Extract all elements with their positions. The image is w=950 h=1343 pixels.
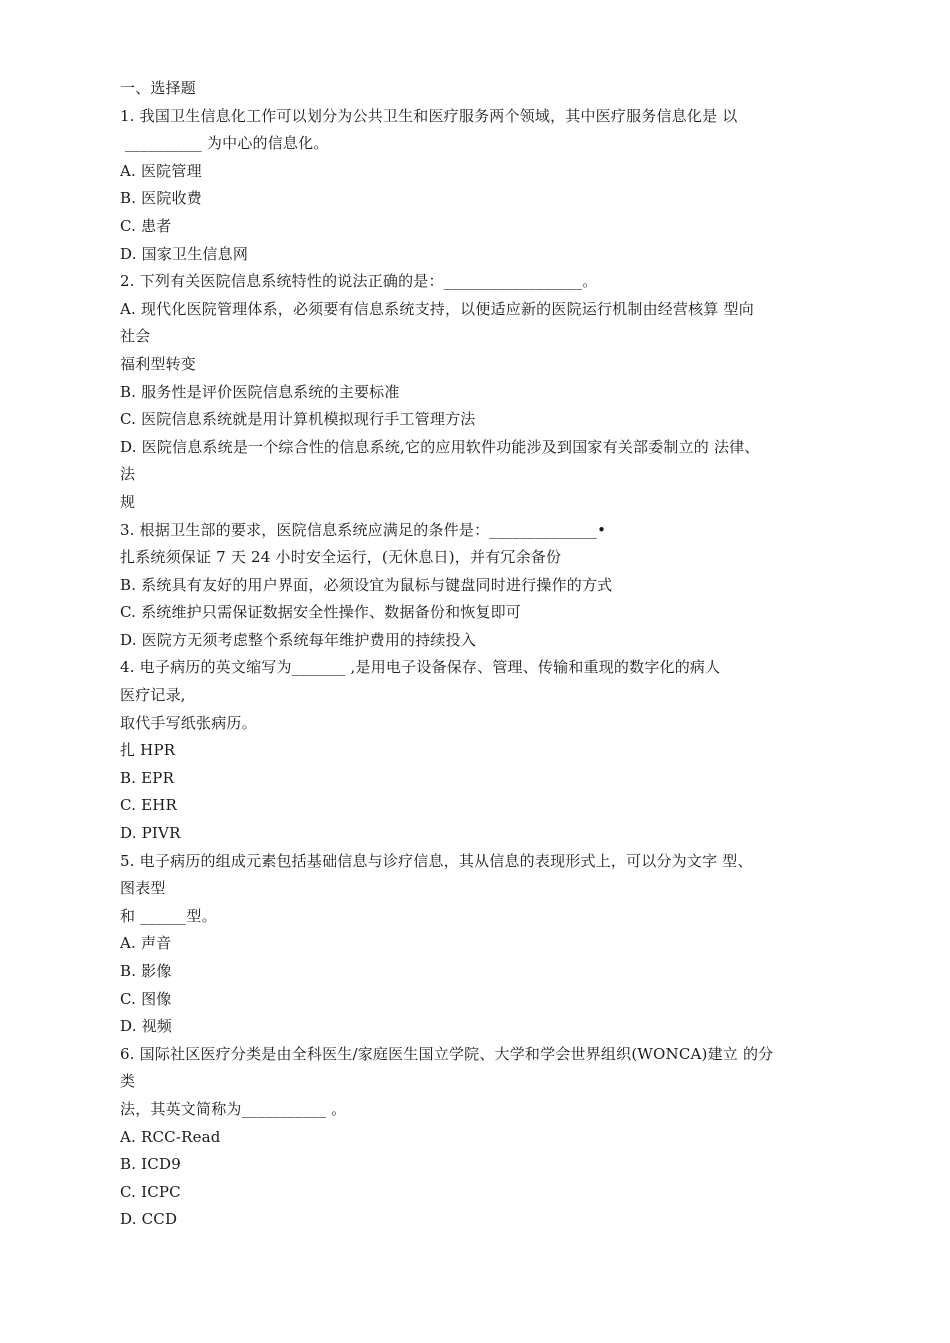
question-list (120, 103, 840, 1234)
text-line: A. 医院管理 (120, 161, 202, 180)
text-line: 扎 HPR (120, 741, 176, 760)
text-line: C. 患者 (120, 216, 172, 235)
text-line: 类 (120, 1072, 136, 1091)
text-line: __________ 为中心的信息化。 (120, 134, 329, 153)
text-line: 2. 下列有关医院信息系统特性的说法正确的是：__________________。 (120, 272, 598, 291)
text-line: B. 系统具有友好的用户界面，必须设宜为鼠标与键盘同时进行操作的方式 (120, 575, 613, 594)
text-line: B. 医院收费 (120, 189, 202, 208)
text-line: A. RCC-Read (120, 1127, 221, 1146)
text-line: D. 国家卫生信息网 (120, 244, 249, 263)
text-line: B. ICD9 (120, 1155, 181, 1174)
text-line: D. PIVR (120, 824, 181, 843)
text-line: 5. 电子病历的组成元素包括基础信息与诊疗信息，其从信息的表现形式上，可以分为文字 型、 (120, 851, 753, 870)
text-line: 社会 (120, 327, 151, 346)
text-line: D. 视频 (120, 1017, 173, 1036)
text-line: D. 医院信息系统是一个综合性的信息系统,它的应用软件功能涉及到国家有关部委制立的 法律、 (120, 437, 760, 456)
text-line: 4. 电子病历的英文缩写为_______ ,是用电子设备保存、管理、传输和重现的数字化的病人 (120, 658, 721, 677)
section-heading: 一、选择题 (120, 79, 197, 97)
text-line: C. 医院信息系统就是用计算机模拟现行手工管理方法 (120, 410, 476, 429)
text-line: 1. 我国卫生信息化工作可以划分为公共卫生和医疗服务两个领域，其中医疗服务信息化是 以 (120, 106, 738, 125)
text-line: C. 图像 (120, 989, 172, 1008)
text-line: C. EHR (120, 796, 178, 815)
text-line: 图表型 (120, 879, 166, 898)
text-line: 和 ______型。 (120, 906, 217, 925)
document-body (120, 75, 840, 1234)
text-line: 医疗记录, (120, 686, 186, 705)
text-line: D. 医院方无须考虑整个系统每年维护费用的持续投入 (120, 630, 477, 649)
text-line: 法 (120, 465, 136, 484)
text-line: 3. 根据卫生部的要求，医院信息系统应满足的条件是：______________• (120, 520, 607, 539)
text-line: D. CCD (120, 1210, 178, 1229)
text-line: 规 (120, 492, 136, 511)
text-line: B. EPR (120, 768, 175, 787)
text-line: B. 服务性是评价医院信息系统的主要标准 (120, 382, 400, 401)
text-line: 扎系统须保证 7 天 24 小时安全运行，(无休息日)，并有冗余备份 (120, 548, 562, 567)
text-line: C. ICPC (120, 1182, 181, 1201)
text-line: C. 系统维护只需保证数据安全性操作、数据备份和恢复即可 (120, 603, 522, 622)
text-line: 6. 国际社区医疗分类是由全科医生/家庭医生国立学院、大学和学会世界组织(WONCA)建立 的分 (120, 1044, 774, 1063)
text-line: B. 影像 (120, 962, 172, 980)
text-line: 取代手写纸张病历。 (120, 713, 257, 732)
text-line: A. 声音 (120, 934, 172, 953)
text-line: 法，其英文简称为___________ 。 (120, 1099, 347, 1118)
text-line: 福利型转变 (120, 354, 197, 373)
text-line: A. 现代化医院管理体系，必须要有信息系统支持，以便适应新的医院运行机制由经营核算 型向 (120, 299, 754, 318)
